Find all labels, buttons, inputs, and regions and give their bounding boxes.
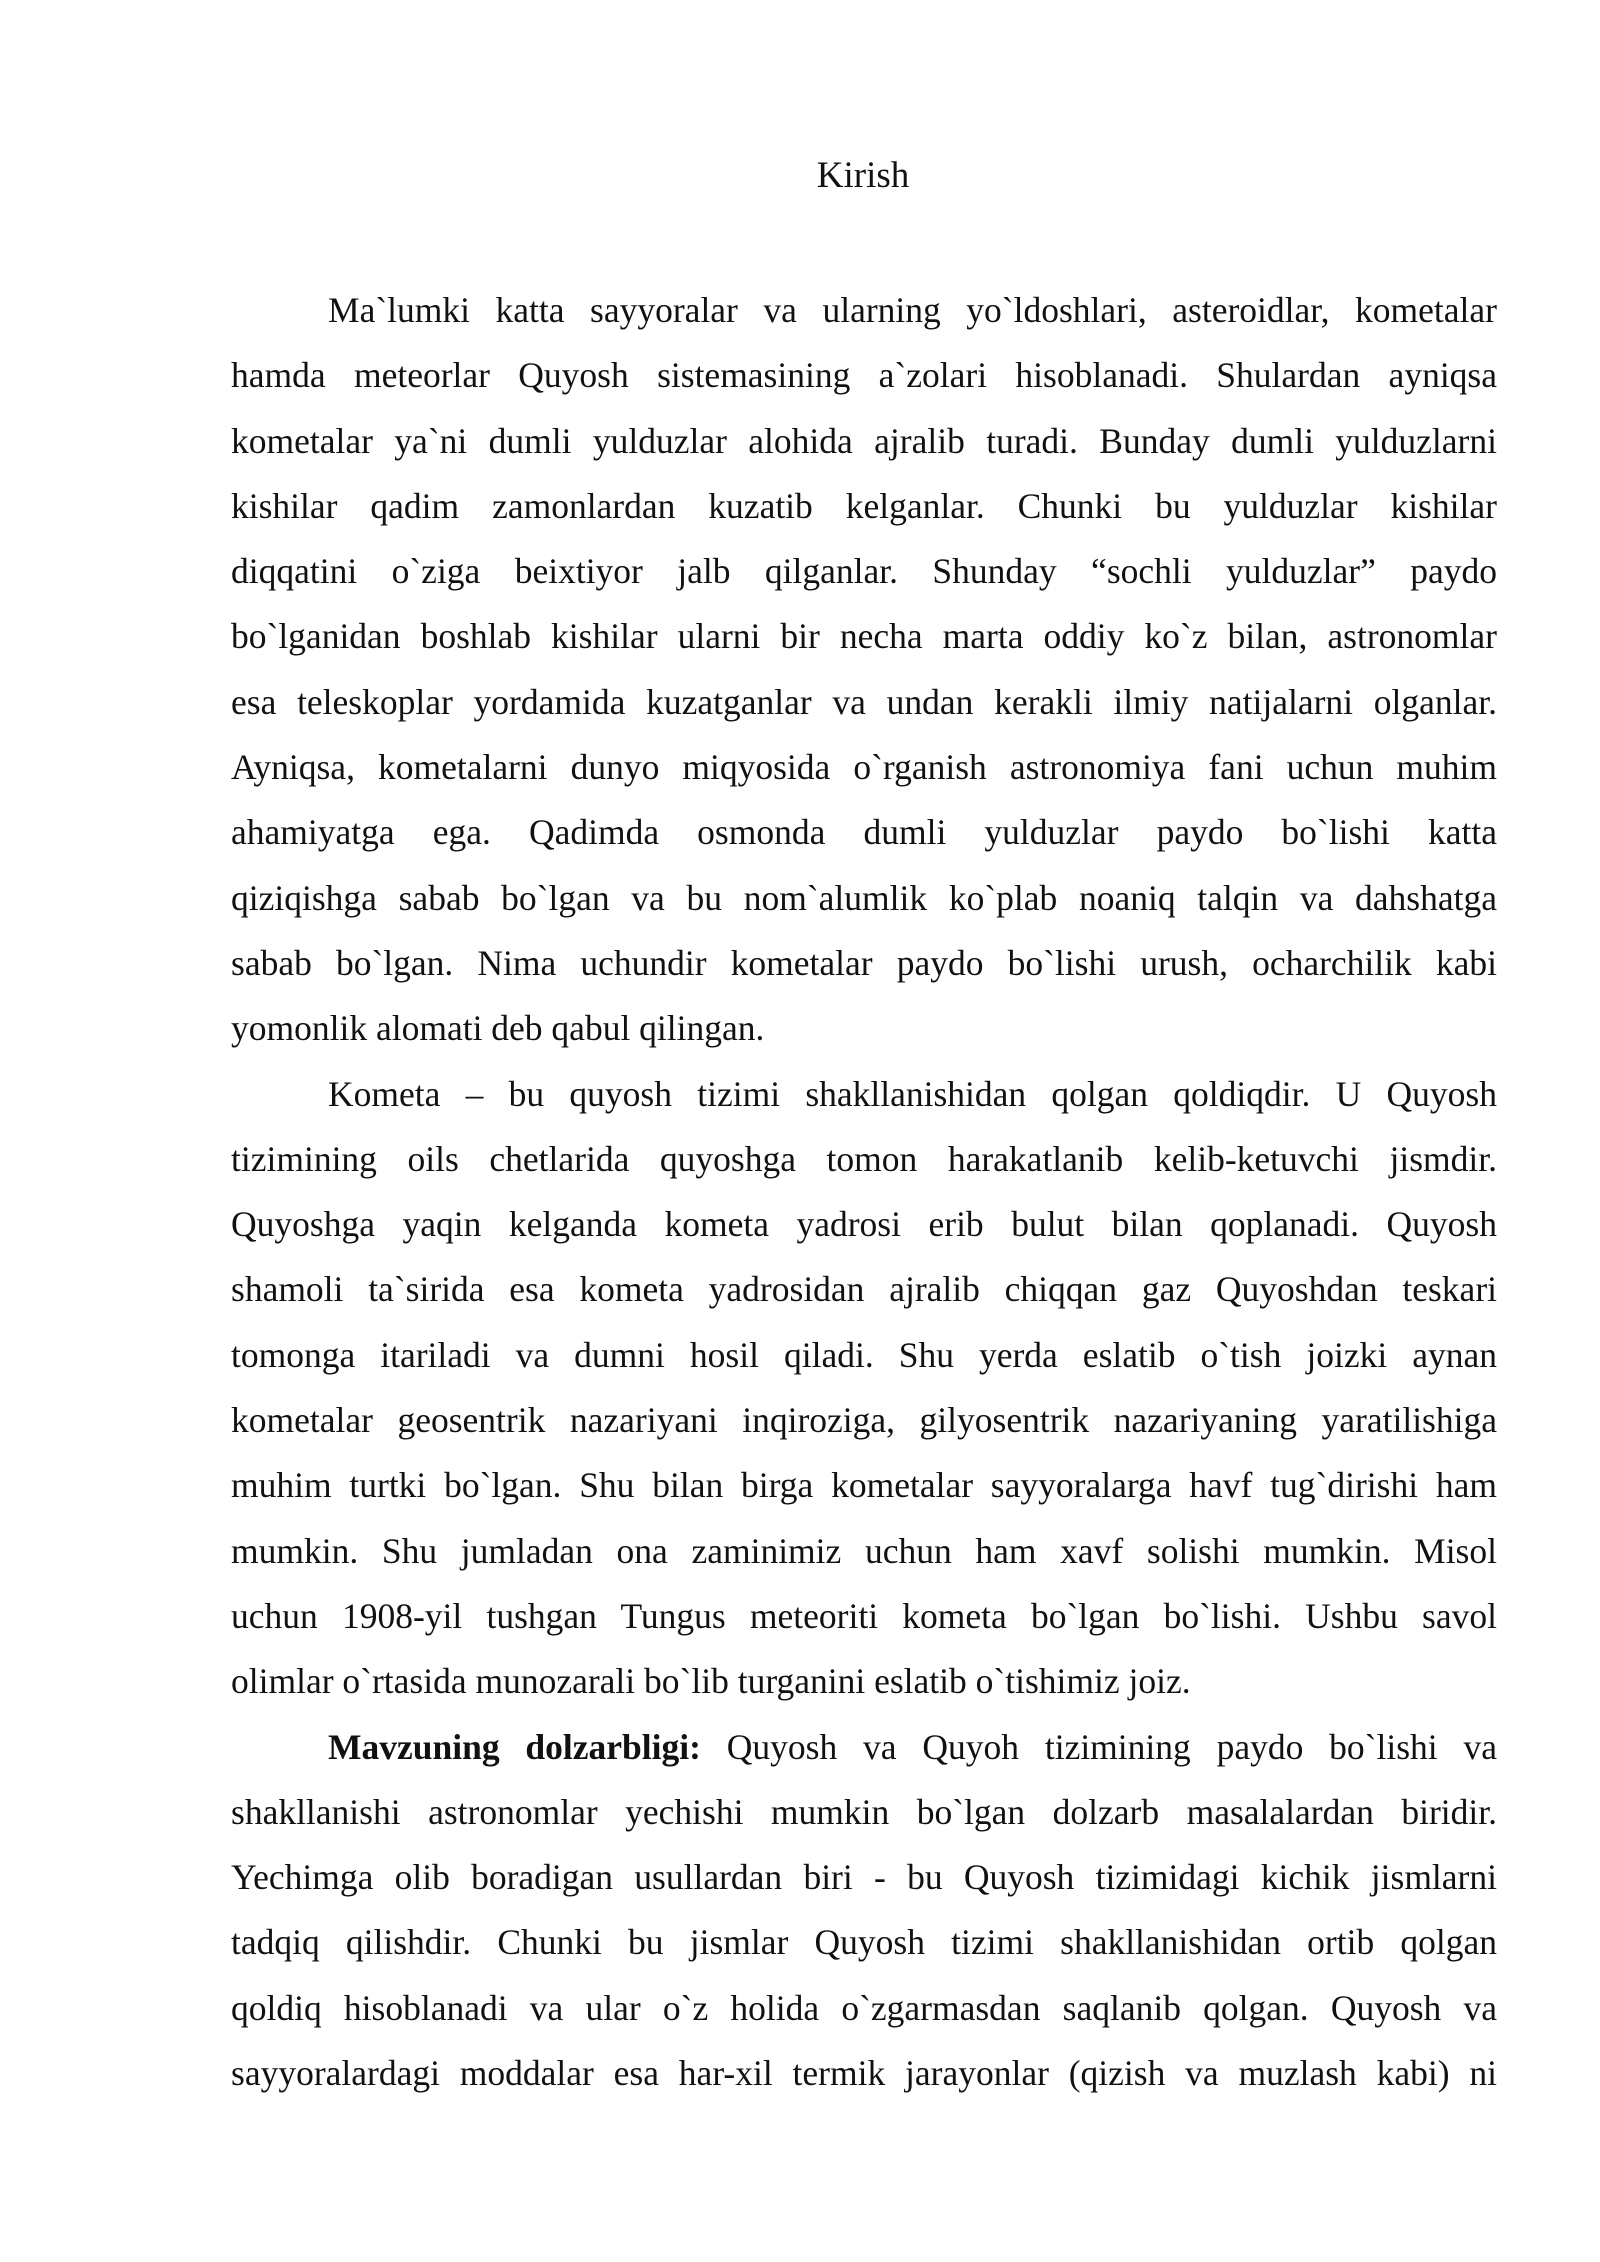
text-line: yomonlik alomati deb qabul qilingan.: [231, 1008, 765, 1049]
text-line: olimlar o`rtasida munozarali bo`lib turganini eslatib o`tishimiz joiz.: [231, 1661, 1191, 1702]
text-line: ahamiyatga ega. Qadimda osmonda dumli yulduzlar paydo bo`lishi katta: [231, 812, 1497, 853]
text-line: kishilar qadim zamonlardan kuzatib kelganlar. Chunki bu yulduzlar kishilar: [231, 485, 1497, 526]
text-line: qiziqishga sabab bo`lgan va bu nom`alumlik ko`plab noaniq talqin va dahshatga: [231, 877, 1497, 918]
heading-line-text: Quyosh va Quyoh tizimining paydo bo`lishi va: [700, 1726, 1497, 1767]
text-line: Kometa – bu quyosh tizimi shakllanishidan qolgan qoldiqdir. U Quyosh: [328, 1073, 1497, 1114]
text-line: Quyoshga yaqin kelganda kometa yadrosi erib bulut bilan qoplanadi. Quyosh: [231, 1204, 1497, 1245]
text-line: kometalar ya`ni dumli yulduzlar alohida ajralib turadi. Bunday dumli yulduzlarni: [231, 420, 1497, 461]
text-line: tizimining oils chetlarida quyoshga tomon harakatlanib kelib-ketuvchi jismdir.: [231, 1138, 1497, 1179]
text-line: bo`lganidan boshlab kishilar ularni bir necha marta oddiy ko`z bilan, astronomlar: [231, 616, 1497, 657]
text-line: uchun 1908-yil tushgan Tungus meteoriti kometa bo`lgan bo`lishi. Ushbu savol: [231, 1595, 1497, 1636]
page-title: Kirish: [816, 155, 910, 196]
text-line: diqqatini o`ziga beixtiyor jalb qilganlar. Shunday “sochli yulduzlar” paydo: [231, 551, 1497, 592]
text-line: hamda meteorlar Quyosh sistemasining a`zolari hisoblanadi. Shulardan ayniqsa: [231, 355, 1497, 396]
text-line: sayyoralardagi moddalar esa har-xil termik jarayonlar (qizish va muzlash kabi) ni: [231, 2053, 1497, 2094]
text-line: esa teleskoplar yordamida kuzatganlar va undan kerakli ilmiy natijalarni olganlar.: [231, 681, 1497, 722]
text-line: mumkin. Shu jumladan ona zaminimiz uchun ham xavf solishi mumkin. Misol: [231, 1530, 1497, 1571]
paragraph-intro: [231, 278, 1497, 1062]
text-line: tomonga itariladi va dumni hosil qiladi. Shu yerda eslatib o`tish joizki aynan: [231, 1334, 1497, 1375]
document-body: [231, 278, 1497, 2106]
text-line: shakllanishi astronomlar yechishi mumkin bo`lgan dolzarb masalalardan biridir.: [231, 1791, 1497, 1832]
text-line: Ma`lumki katta sayyoralar va ularning yo`ldoshlari, asteroidlar, kometalar: [328, 290, 1497, 330]
text-line: [231, 1715, 1497, 1780]
paragraph-dolzarbligi: [231, 1715, 1497, 2107]
text-line: shamoli ta`sirida esa kometa yadrosidan ajralib chiqqan gaz Quyoshdan teskari: [231, 1269, 1497, 1310]
text-line: kometalar geosentrik nazariyani inqiroziga, gilyosentrik nazariyaning yaratilishiga: [231, 1400, 1497, 1441]
text-line: tadqiq qilishdir. Chunki bu jismlar Quyosh tizimi shakllanishidan ortib qolgan: [231, 1922, 1497, 1963]
text-line: muhim turtki bo`lgan. Shu bilan birga kometalar sayyoralarga havf tug`dirishi ham: [231, 1465, 1497, 1506]
section-heading: Mavzuning dolzarbligi:: [328, 1726, 701, 1767]
text-line: Ayniqsa, kometalarni dunyo miqyosida o`rganish astronomiya fani uchun muhim: [231, 747, 1497, 788]
paragraph-kometa: [231, 1062, 1497, 1715]
text-line: Yechimga olib boradigan usullardan biri - bu Quyosh tizimidagi kichik jismlarni: [231, 1857, 1497, 1898]
text-line: qoldiq hisoblanadi va ular o`z holida o`zgarmasdan saqlanib qolgan. Quyosh va: [231, 1987, 1497, 2028]
text-line: sabab bo`lgan. Nima uchundir kometalar paydo bo`lishi urush, ocharchilik kabi: [231, 942, 1497, 983]
